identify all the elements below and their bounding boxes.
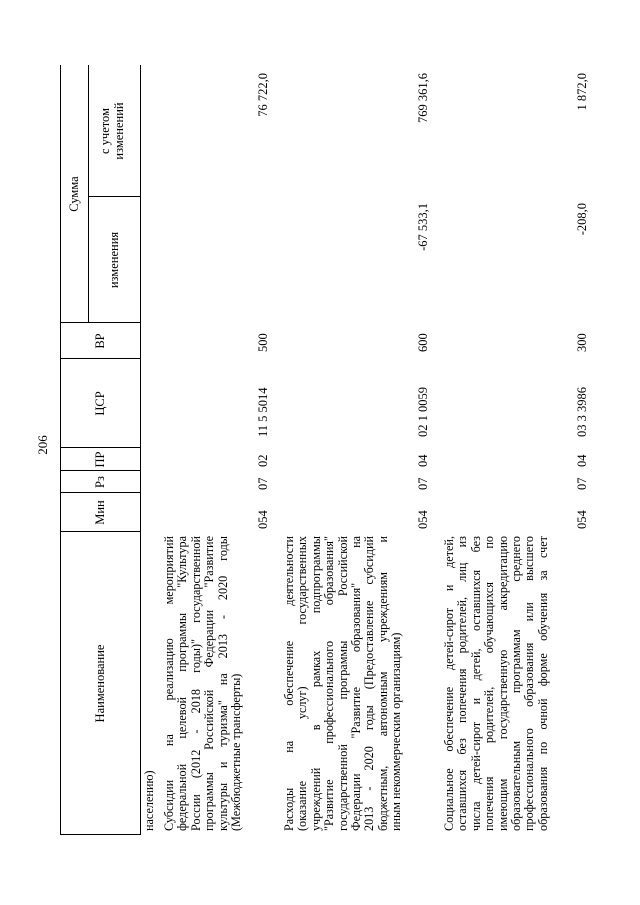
row-pr: 04 [575, 454, 589, 467]
row-name-line: оставшихся без попечения родителей, лиц из [455, 536, 470, 831]
row-name [443, 536, 550, 831]
row-name-line: (Межбюджетные трансферты) [229, 673, 244, 831]
row-rz: 07 [256, 477, 270, 490]
row-with-change: 1 872,0 [575, 73, 589, 111]
row-name-line: числа детей-сирот и детей, оставшихся без [468, 536, 483, 831]
header-min: Мин [93, 500, 107, 525]
table-top-border [60, 65, 61, 835]
page-number: 206 [35, 435, 50, 455]
row-name-line: профессионального образования или высшего [522, 536, 537, 831]
row-name-line: 2013 - 2020 годы (Предоставление субсидий [362, 536, 377, 831]
row-pr: 04 [416, 454, 430, 467]
header-rz: Рз [93, 476, 107, 488]
header-sum: Сумма [67, 176, 81, 212]
row-name-line: федеральной целевой программы "Культура [175, 536, 190, 831]
row-name-line: Расходы на обеспечение деятельности [282, 536, 296, 831]
header-with-change [98, 65, 126, 197]
row-name-line: учреждений в рамках подпрограммы [308, 536, 323, 831]
row-name-line: программы Российской Федерации "Развитие [202, 536, 217, 831]
row-csr: 03 3 3986 [575, 387, 589, 437]
row-rz: 07 [416, 477, 430, 490]
header-bottom-border [140, 65, 141, 835]
row-with-change: 76 722,0 [256, 73, 270, 117]
row-name-line: образовательным программам среднего [509, 536, 524, 831]
row-name-line: (оказание услуг) государственных [295, 536, 310, 831]
row-csr: 02 1 0059 [416, 387, 430, 437]
row-with-change: 769 361,6 [416, 73, 430, 123]
row-name [163, 536, 243, 831]
row-min: 054 [575, 510, 589, 529]
header-change: изменения [107, 231, 121, 289]
row-change: -67 533,1 [416, 203, 430, 251]
row-vr: 600 [416, 333, 430, 352]
row-name-line: попечения родителей, обучающихся по [482, 536, 497, 831]
row-name-line: имеющим государственную аккредитацию [495, 536, 510, 831]
row-change: -208,0 [575, 203, 589, 236]
row-rz: 07 [575, 477, 589, 490]
row-name-line: Социальное обеспечение детей-сирот и детей, [442, 536, 456, 831]
row-name-line: Федерации "Развитие образования" на [349, 536, 364, 831]
row-pr: 02 [256, 454, 270, 467]
carry-over-text: населению) [142, 770, 156, 831]
header-with-change-line2: изменений [112, 102, 126, 160]
header-pr: ПР [93, 451, 107, 468]
row-min: 054 [416, 510, 430, 529]
row-name-line: Субсидии на реализацию мероприятий [162, 536, 176, 831]
row-name-line: иным некоммерческим организациям) [389, 632, 404, 831]
header-name: Наименование [93, 644, 107, 723]
row-vr: 500 [256, 333, 270, 352]
row-min: 054 [256, 510, 270, 529]
row-name-line: России (2012 - 2018 годы)" государственной [188, 536, 203, 831]
header-vr: ВР [93, 333, 107, 349]
row-csr: 11 5 5014 [256, 387, 270, 437]
header-with-change-line1: с учетом [98, 108, 112, 154]
row-vr: 300 [575, 333, 589, 352]
header-csr: ЦСР [93, 391, 107, 416]
row-name-line: государственной программы Российской [335, 536, 350, 831]
row-name-line: "Развитие профессионального образования" [322, 536, 337, 831]
row-name [283, 536, 404, 831]
row-name-line: бюджетным, автономным учреждениям и [375, 536, 390, 831]
row-name-line: образования по очной форме обучения за счет [535, 536, 550, 831]
sum-subheader-border [88, 65, 89, 323]
row-name-line: культуры и туризма" на 2013 - 2020 годы [215, 536, 230, 831]
